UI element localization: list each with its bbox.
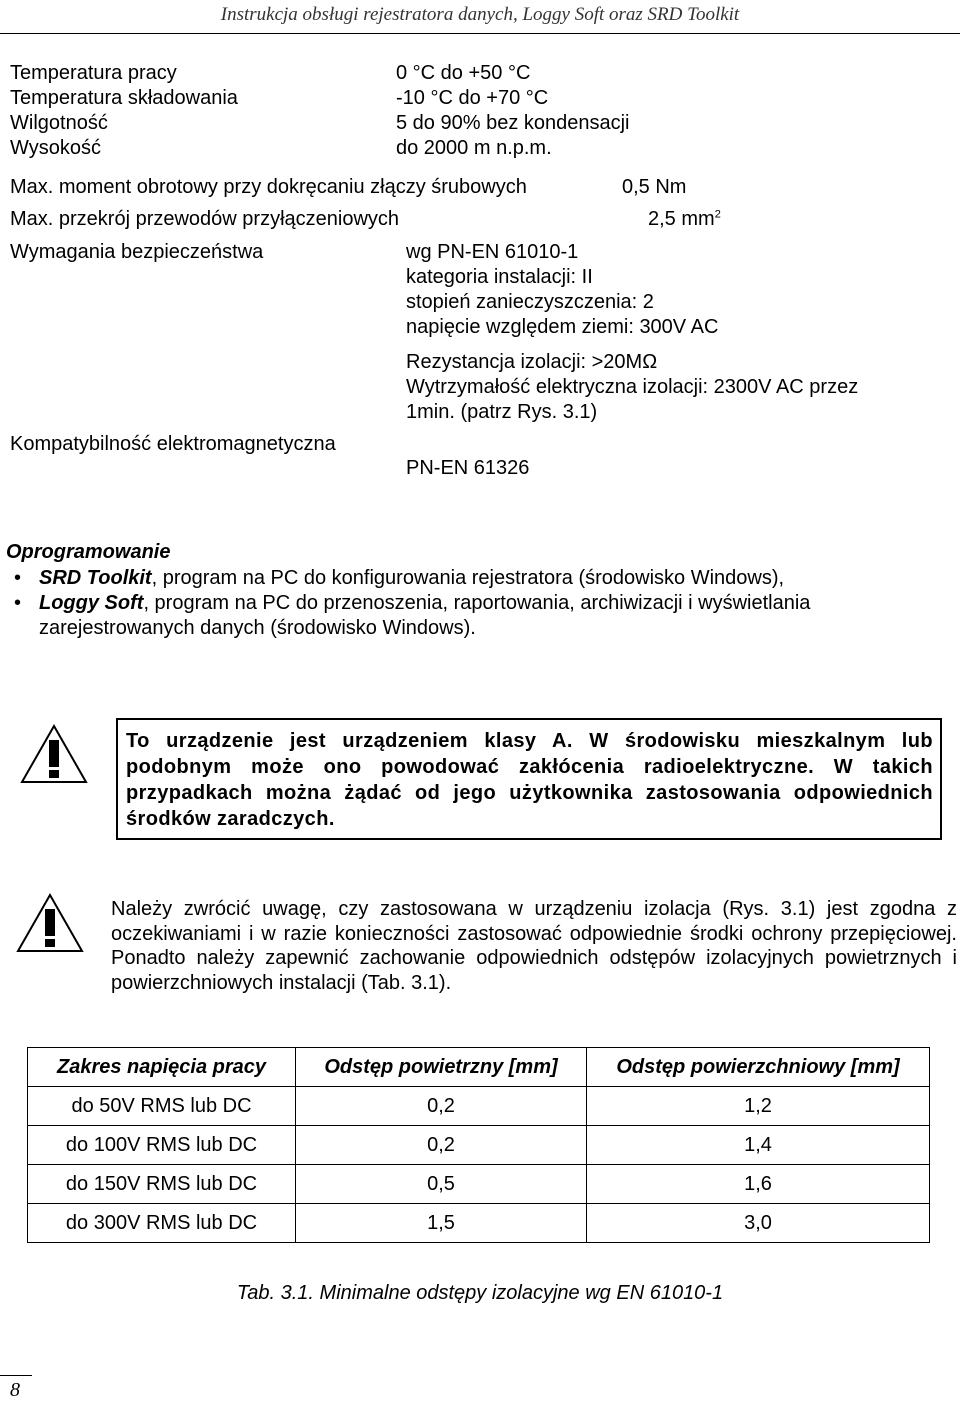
spec-label: Temperatura składowania [10,87,238,109]
software-item [39,591,810,616]
insulation-line: Rezystancja izolacji: >20MΩ [406,351,658,373]
crosssection-label: Max. przekrój przewodów przyłączeniowych [10,208,400,230]
table-header: Odstęp powierzchniowy [mm] [587,1048,930,1087]
warning-text: To urządzenie jest urządzeniem klasy A. W środowisku mieszkalnym lub podobnym może ono powodować zakłócenia radioelektryczne. W takich przypadkach można żądać od jego użytkownika zastosowania odpowiednich środków zaradczych. [126,730,933,830]
table-row [28,1087,930,1126]
table-cell: 1,5 [296,1204,587,1243]
table-cell: 3,0 [587,1204,930,1243]
table-cell: do 100V RMS lub DC [28,1126,296,1165]
table-cell: 0,5 [296,1165,587,1204]
torque-label: Max. moment obrotowy przy dokręcaniu złączy śrubowych [10,176,527,198]
table-row [28,1165,930,1204]
software-desc: , program na PC do przenoszenia, raportowania, archiwizacji i wyświetlania [143,592,811,614]
table-caption [0,1281,960,1306]
insulation-line: Wytrzymałość elektryczna izolacji: 2300V AC przez [406,376,859,398]
software-desc: , program na PC do konfigurowania rejestratora (środowisko Windows), [151,567,785,589]
exclamation-icon [16,893,84,953]
table-cell: 0,2 [296,1087,587,1126]
emc-value: PN-EN 61326 [406,457,530,479]
spec-label: Wilgotność [10,112,108,134]
insulation-table [27,1047,930,1243]
software-name: SRD Toolkit [39,567,152,589]
safety-label: Wymagania bezpieczeństwa [10,241,264,263]
warning-box [116,718,942,840]
table-cell: 1,2 [587,1087,930,1126]
page-number: 8 [10,1379,20,1401]
crosssection-sup: 2 [714,208,721,221]
table-cell: do 150V RMS lub DC [28,1165,296,1204]
page-header [0,2,960,27]
software-desc-cont: zarejestrowanych danych (środowisko Windows). [39,617,476,639]
software-title: Oprogramowanie [6,541,171,563]
spec-value: -10 °C do +70 °C [396,87,549,109]
spec-value: do 2000 m n.p.m. [396,137,552,159]
crosssection-value [648,207,721,232]
spec-label: Wysokość [10,137,101,159]
spec-label: Temperatura pracy [10,62,177,84]
safety-line: napięcie względem ziemi: 300V AC [406,316,719,338]
torque-value: 0,5 Nm [622,176,687,198]
table-cell: 0,2 [296,1126,587,1165]
bullet: • [14,567,22,589]
spec-value: 0 °C do +50 °C [396,62,531,84]
emc-label: Kompatybilność elektromagnetyczna [10,433,336,455]
safety-line: kategoria instalacji: II [406,266,593,288]
safety-line: wg PN-EN 61010-1 [406,241,579,263]
software-item [39,566,784,591]
exclamation-icon [20,724,88,784]
crosssection-value-text: 2,5 mm [648,208,715,230]
header-title: Instrukcja obsługi rejestratora danych, Loggy Soft oraz SRD Toolkit [220,4,740,25]
footer-rule [0,1375,32,1376]
table-header: Odstęp powietrzny [mm] [296,1048,587,1087]
bullet: • [14,592,22,614]
insulation-line: 1min. (patrz Rys. 3.1) [406,401,598,423]
safety-line: stopień zanieczyszczenia: 2 [406,291,654,313]
table-cell: 1,4 [587,1126,930,1165]
software-name: Loggy Soft [39,592,144,614]
table-cell: 1,6 [587,1165,930,1204]
table-row [28,1204,930,1243]
table-row [28,1126,930,1165]
table-header: Zakres napięcia pracy [28,1048,296,1087]
spec-value: 5 do 90% bez kondensacji [396,112,630,134]
header-rule [0,33,960,34]
table-cell: do 50V RMS lub DC [28,1087,296,1126]
note-text: Należy zwrócić uwagę, czy zastosowana w urządzeniu izolacja (Rys. 3.1) jest zgodna z oczekiwaniami i w razie konieczności zastosować odpowiednie środki ochrony przepięciowej. Ponadto należy zapewnić zachowanie odpowiednich odstępów izolacyjnych powietrznych i powierzchniowych instalacji (Tab. 3.1). [111,898,957,994]
table-caption-text: Tab. 3.1. Minimalne odstępy izolacyjne wg EN 61010-1 [236,1282,724,1304]
table-header-row [28,1048,930,1087]
table-cell: do 300V RMS lub DC [28,1204,296,1243]
